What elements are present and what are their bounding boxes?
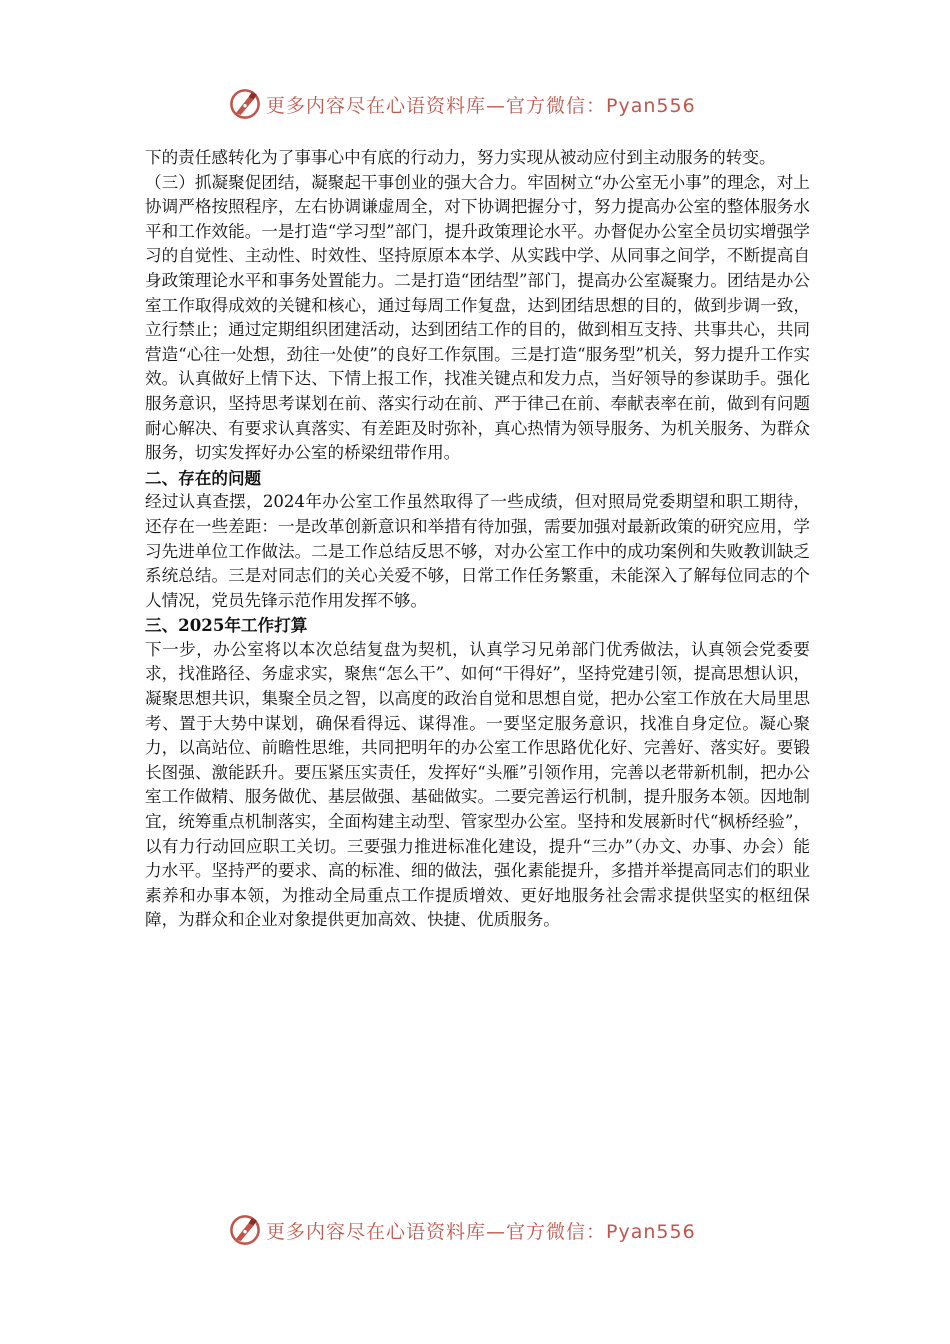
pen-nib-logo-icon: [228, 87, 262, 121]
heading-problems: 二、存在的问题: [145, 467, 262, 488]
paragraph-section-three: （三）抓凝聚促团结，凝聚起干事创业的强大合力。牢固树立“办公室无小事”的理念，对上协调严格按照程序，左右协调谦虚周全，对下协调把握分寸，努力提高办公室的整体服务水平和工作效能。一是打造“学习型”部门，提升政策理论水平。办督促办公室全员切实增强学习的自觉性、主动性、时效性、坚持原原本本学、从实践中学、从同事之间学，不断提高自身政策理论水平和事务处置能力。二是打造“团结型”部门，提高办公室凝聚力。团结是办公室工作取得成效的关键和核心，通过每周工作复盘，达到团结思想的目的，做到步调一致，立行禁止；通过定期组织团建活动，达到团结工作的目的，做到相互支持、共事共心，共同营造“心往一处想，劲往一处使”的良好工作氛围。三是打造“服务型”机关，努力提升工作实效。认真做好上情下达、下情上报工作，找准关键点和发力点，当好领导的参谋助手。强化服务意识，坚持思考谋划在前、落实行动在前、严于律己在前、奉献表率在前，做到有问题耐心解决、有要求认真落实、有差距及时弥补，真心热情为领导服务、为机关服务、为群众服务，切实发挥好办公室的桥梁纽带作用。: [145, 172, 810, 463]
document-body: [145, 146, 810, 933]
paragraph-plan-2025: 下一步，办公室将以本次总结复盘为契机，认真学习兄弟部门优秀做法，认真领会党委要求，找准路径、务虚求实，聚焦“怎么干”、如何“干得好”，坚持党建引领，提高思想认识，凝聚思想共识，集聚全员之智，以高度的政治自觉和思想自觉，把办公室工作放在大局里思考、置于大势中谋划，确保看得远、谋得准。一要坚定服务意识，找准自身定位。凝心聚力，以高站位、前瞻性思维，共同把明年的办公室工作思路优化好、完善好、落实好。要锻长图强、激能跃升。要压紧压实责任，发挥好“头雁”引领作用，完善以老带新机制，把办公室工作做精、服务做优、基层做强、基础做实。二要完善运行机制，提升服务本领。因地制宜，统筹重点机制落实，全面构建主动型、管家型办公室。坚持和发展新时代“枫桥经验”，以有力行动回应职工关切。三要强力推进标准化建设，提升“三办”（办文、办事、办会）能力水平。坚持严的要求、高的标准、细的做法，强化素能提升，多措并举提高同志们的职业素养和办事本领，为推动全局重点工作提质增效、更好地服务社会需求提供坚实的枢纽保障，为群众和企业对象提供更加高效、快捷、优质服务。: [145, 639, 810, 930]
paragraph-problems: 经过认真查摆，2024年办公室工作虽然取得了一些成绩，但对照局党委期望和职工期待，还存在一些差距：一是改革创新意识和举措有待加强，需要加强对最新政策的研究应用，学习先进单位工作做法。二是工作总结反思不够，对办公室工作中的成功案例和失败教训缺乏系统总结。三是对同志们的关心关爱不够，日常工作任务繁重，未能深入了解每位同志的个人情况，党员先锋示范作用发挥不够。: [145, 492, 810, 610]
pen-nib-logo-icon: [228, 1213, 262, 1247]
footer-banner: [228, 1212, 728, 1248]
heading-plan-2025: 三、2025年工作打算: [145, 615, 308, 636]
footer-banner-text: 更多内容尽在心语资料库—官方微信：Pyan556: [266, 1220, 696, 1243]
paragraph-continuation: 下的责任感转化为了事事心中有底的行动力，努力实现从被动应付到主动服务的转变。: [145, 148, 776, 167]
header-banner-text: 更多内容尽在心语资料库—官方微信：Pyan556: [266, 94, 696, 117]
header-banner: [228, 86, 728, 122]
